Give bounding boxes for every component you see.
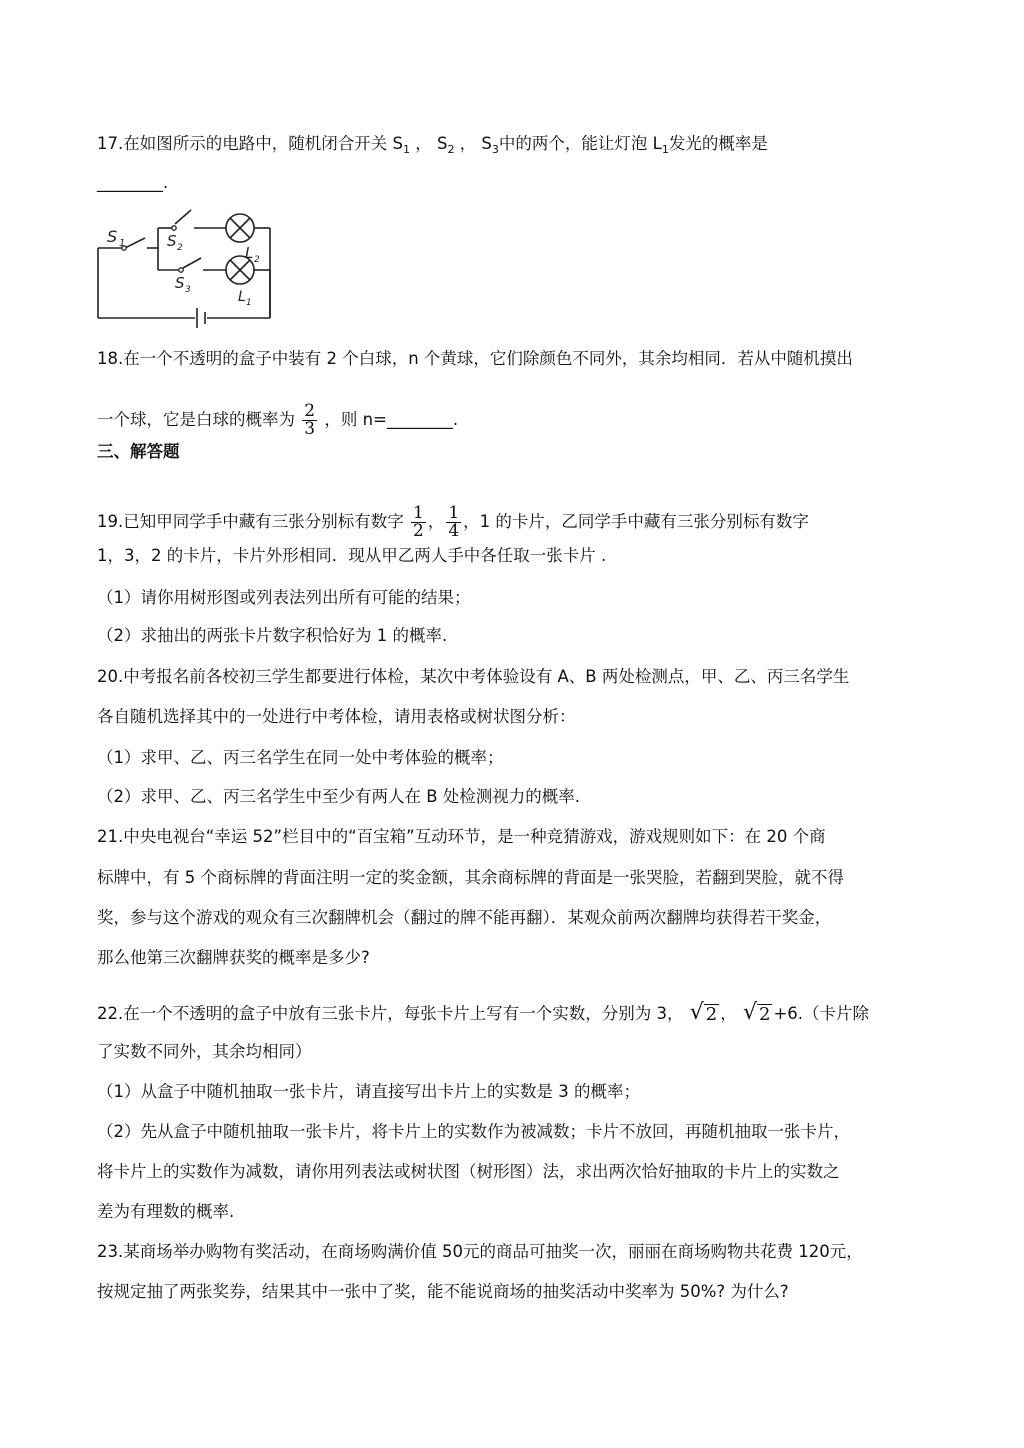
q19-comma: ， (427, 512, 445, 531)
q18-frac-num: 2 (304, 401, 316, 421)
label-l2-sub: 2 (254, 255, 260, 265)
q23-line2: 按规定抽了两张奖券，结果其中一张中了奖，能不能说商场的抽奖活动中奖率为 50%? 为什么? (97, 1282, 789, 1301)
q17-s1-sub: 1 (402, 143, 410, 156)
q20-line2: 各自随机选择其中的一处进行中考体检，请用表格或树状图分析： (97, 707, 576, 726)
q19-f2-num: 1 (448, 503, 460, 523)
q22-part1: （1）从盒子中随机抽取一张卡片，请直接写出卡片上的实数是 3 的概率； (97, 1082, 640, 1101)
label-s3-sub: 3 (185, 285, 191, 295)
q22-text-a: 22.在一个不透明的盒子中放有三张卡片，每张卡片上写有一个实数，分别为 3， (97, 1004, 684, 1023)
label-s1-sub: 1 (119, 238, 126, 249)
q19-line1 (97, 505, 809, 540)
q22-radicand-2: 2 (759, 1004, 771, 1025)
q19-fraction-2 (446, 505, 461, 540)
q17-s2-sub: 2 (447, 143, 455, 156)
section-title: 三、解答题 (97, 442, 180, 461)
q22-sqrt-2 (743, 1001, 772, 1025)
q19-text-a: 19.已知甲同学手中藏有三张分别标有数字 (97, 512, 404, 531)
q21-line3: 奖，参与这个游戏的观众有三次翻牌机会（翻过的牌不能再翻）．某观众前两次翻牌均获得若干奖金， (97, 908, 832, 927)
sqrt-icon: √ (689, 1000, 704, 1025)
label-s2: S (167, 232, 177, 250)
q19-fraction-1 (411, 505, 426, 540)
q22-part2-line1: （2）先从盒子中随机抽取一张卡片，将卡片上的实数作为被减数；卡片不放回，再随机抽取一张卡片， (97, 1122, 850, 1141)
q20-part2: （2）求甲、乙、丙三名学生中至少有两人在 B 处检测视力的概率. (97, 787, 581, 806)
q22-part2-line2: 将卡片上的实数作为减数，请你用列表法或树状图（树形图）法，求出两次恰好抽取的卡片上的实数之 (97, 1162, 840, 1181)
q19-line2: 1，3，2 的卡片，卡片外形相同．现从甲乙两人手中各任取一张卡片 . (97, 546, 607, 565)
q19-part1: （1）请你用树形图或列表法列出所有可能的结果； (97, 588, 471, 607)
q17-sep1: ， S (409, 134, 448, 153)
q22-radicand-1: 2 (705, 1004, 718, 1025)
q17-text-c: 发光的概率是 (668, 134, 768, 153)
label-l1: L (238, 289, 246, 305)
q22-line2: 了实数不同外，其余均相同） (97, 1042, 312, 1061)
q21-line4: 那么他第三次翻牌获奖的概率是多少? (97, 948, 370, 967)
q17-s3-sub: 3 (491, 143, 499, 156)
q21-line2: 标牌中，有 5 个商标牌的背面注明一定的奖金额，其余商标牌的背面是一张哭脸，若翻到哭脸，就不得 (97, 868, 844, 887)
q18-fraction (302, 403, 317, 438)
q17-text-a: 17.在如图所示的电路中，随机闭合开关 S (97, 134, 403, 153)
q19-f1-num: 1 (413, 503, 424, 523)
q17-l1-sub: 1 (661, 143, 669, 156)
label-l1-sub: 1 (246, 298, 252, 308)
q19-text-b: ，1 的卡片，乙同学手中藏有三张分别标有数字 (463, 512, 809, 531)
label-s2-sub: 2 (177, 243, 183, 253)
q19-f2-den: 4 (448, 521, 460, 541)
label-s1: S (107, 227, 118, 246)
q21-line1: 21.中央电视台“幸运 52”栏目中的“百宝箱”互动环节，是一种竞猜游戏，游戏规则如下：在 20 个商 (97, 827, 826, 846)
q17-sep2: ， S (454, 134, 492, 153)
q17-text-b: 中的两个，能让灯泡 L (498, 134, 662, 153)
label-s3: S (175, 274, 185, 292)
q19-f1-den: 2 (413, 521, 424, 541)
q20-part1: （1）求甲、乙、丙三名学生在同一处中考体验的概率； (97, 748, 504, 767)
q18-text-a: 一个球，它是白球的概率为 (97, 410, 295, 429)
q18-text-b: ，则 n=________. (324, 410, 459, 429)
label-l2: L (245, 244, 254, 262)
q18-line1: 18.在一个不透明的盒子中装有 2 个白球，n 个黄球，它们除颜色不同外，其余均相同．若从中随机摸出 (97, 349, 853, 368)
q17-line1 (97, 133, 768, 157)
q20-line1: 20.中考报名前各校初三学生都要进行体检，某次中考体验设有 A、B 两处检测点，甲、乙、丙三名学生 (97, 667, 850, 686)
q17-line2: ________. (97, 173, 169, 192)
q18-line2 (97, 403, 458, 438)
q23-line1: 23.某商场举办购物有奖活动，在商场购满价值 50元的商品可抽奖一次，丽丽在商场购物共花费 120元， (97, 1242, 863, 1261)
sqrt-icon: √ (742, 1000, 757, 1025)
circuit-diagram (95, 200, 280, 330)
q22-comma: ， (720, 1004, 737, 1023)
q18-frac-den: 3 (304, 419, 316, 439)
q22-line1 (97, 1001, 869, 1025)
q22-sqrt-1 (690, 1001, 719, 1025)
q22-text-b: +6.（卡片除 (773, 1004, 870, 1023)
q19-part2: （2）求抽出的两张卡片数字积恰好为 1 的概率. (97, 626, 448, 645)
q22-part2-line3: 差为有理数的概率. (97, 1202, 235, 1221)
